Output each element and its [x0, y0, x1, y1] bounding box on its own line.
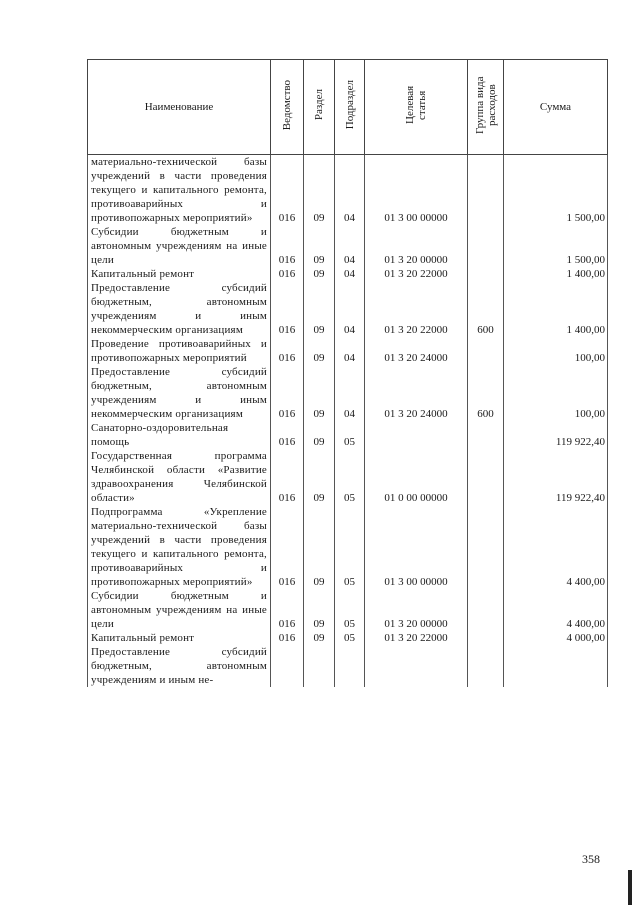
row-podrazdel: 05 [335, 589, 365, 631]
row-summa: 1 500,00 [504, 155, 608, 226]
row-vedomstvo: 016 [271, 589, 304, 631]
row-podrazdel: 05 [335, 449, 365, 505]
budget-table [87, 59, 608, 687]
row-celevaya: 01 3 20 24000 [365, 337, 468, 365]
row-gruppa [468, 225, 504, 267]
table-row [88, 281, 608, 337]
row-podrazdel: 05 [335, 505, 365, 589]
row-vedomstvo [271, 645, 304, 687]
row-vedomstvo: 016 [271, 155, 304, 226]
row-podrazdel: 05 [335, 421, 365, 449]
row-gruppa [468, 645, 504, 687]
budget-table-wrapper [87, 59, 607, 687]
page-edge-mark [628, 870, 632, 905]
row-summa: 100,00 [504, 365, 608, 421]
row-name: Государственная программа Челябинской области «Развитие здравоохранения Челябинской области» [88, 449, 271, 505]
row-gruppa [468, 449, 504, 505]
row-razdel: 09 [304, 505, 335, 589]
row-summa: 100,00 [504, 337, 608, 365]
row-name: Проведение противоаварийных и противопожарных мероприятий [88, 337, 271, 365]
table-row [88, 505, 608, 589]
row-name: Капитальный ремонт [88, 631, 271, 645]
row-podrazdel [335, 645, 365, 687]
row-vedomstvo: 016 [271, 267, 304, 281]
header-name: Наименование [88, 60, 271, 155]
row-name: материально-технической базы учреждений в части проведения текущего и капитального ремонта, противоаварийных и противопожарных мероприятий» [88, 155, 271, 226]
row-celevaya: 01 3 20 24000 [365, 365, 468, 421]
header-vedomstvo-label: Ведомство [281, 79, 293, 131]
row-name: Капитальный ремонт [88, 267, 271, 281]
table-row [88, 449, 608, 505]
row-name: Предоставление субсидий бюджетным, автономным учреждениям и иным не- [88, 645, 271, 687]
header-gruppa-label: Группа вида расходов [473, 76, 498, 134]
table-row [88, 267, 608, 281]
row-celevaya [365, 421, 468, 449]
row-name: Подпрограмма «Укрепление материально-технической базы учреждений в части проведения текущего и капитального ремонта, противоаварийных и противопожарных мероприятий» [88, 505, 271, 589]
row-razdel: 09 [304, 449, 335, 505]
row-summa: 1 400,00 [504, 281, 608, 337]
row-summa: 4 400,00 [504, 589, 608, 631]
header-razdel [304, 60, 335, 155]
row-celevaya: 01 0 00 00000 [365, 449, 468, 505]
table-row [88, 225, 608, 267]
row-vedomstvo: 016 [271, 337, 304, 365]
header-razdel-label: Раздел [313, 89, 325, 121]
table-row [88, 337, 608, 365]
row-vedomstvo: 016 [271, 365, 304, 421]
row-gruppa [468, 267, 504, 281]
row-podrazdel: 05 [335, 631, 365, 645]
row-summa: 119 922,40 [504, 449, 608, 505]
header-gruppa [468, 60, 504, 155]
table-row [88, 589, 608, 631]
row-podrazdel: 04 [335, 337, 365, 365]
row-summa: 4 400,00 [504, 505, 608, 589]
row-gruppa: 600 [468, 365, 504, 421]
row-name: Субсидии бюджетным и автономным учреждениям на иные цели [88, 589, 271, 631]
table-row [88, 155, 608, 226]
row-celevaya: 01 3 00 00000 [365, 155, 468, 226]
row-podrazdel: 04 [335, 155, 365, 226]
row-celevaya: 01 3 20 22000 [365, 267, 468, 281]
row-gruppa [468, 155, 504, 226]
row-celevaya: 01 3 20 00000 [365, 225, 468, 267]
row-summa: 1 500,00 [504, 225, 608, 267]
row-vedomstvo: 016 [271, 421, 304, 449]
table-row [88, 365, 608, 421]
row-razdel: 09 [304, 589, 335, 631]
row-gruppa [468, 589, 504, 631]
row-celevaya: 01 3 20 00000 [365, 589, 468, 631]
row-razdel: 09 [304, 155, 335, 226]
row-gruppa [468, 505, 504, 589]
row-razdel: 09 [304, 631, 335, 645]
row-celevaya [365, 645, 468, 687]
row-razdel [304, 645, 335, 687]
header-celevaya-label: Целевая статья [404, 85, 428, 125]
row-gruppa [468, 337, 504, 365]
row-podrazdel: 04 [335, 281, 365, 337]
table-header-row [88, 60, 608, 155]
header-celevaya [365, 60, 468, 155]
row-vedomstvo: 016 [271, 225, 304, 267]
row-podrazdel: 04 [335, 225, 365, 267]
row-gruppa: 600 [468, 281, 504, 337]
table-row [88, 645, 608, 687]
row-razdel: 09 [304, 365, 335, 421]
row-razdel: 09 [304, 421, 335, 449]
row-summa: 4 000,00 [504, 631, 608, 645]
row-vedomstvo: 016 [271, 449, 304, 505]
header-vedomstvo [271, 60, 304, 155]
row-podrazdel: 04 [335, 267, 365, 281]
row-summa [504, 645, 608, 687]
table-row [88, 631, 608, 645]
header-podrazdel [335, 60, 365, 155]
row-summa: 119 922,40 [504, 421, 608, 449]
row-podrazdel: 04 [335, 365, 365, 421]
row-name: Предоставление субсидий бюджетным, автономным учреждениям и иным некоммерческим организациям [88, 365, 271, 421]
row-razdel: 09 [304, 225, 335, 267]
row-vedomstvo: 016 [271, 281, 304, 337]
row-summa: 1 400,00 [504, 267, 608, 281]
row-razdel: 09 [304, 267, 335, 281]
row-name: Санаторно-оздоровительная помощь [88, 421, 271, 449]
row-celevaya: 01 3 00 00000 [365, 505, 468, 589]
header-podrazdel-label: Подраздел [343, 80, 356, 130]
row-celevaya: 01 3 20 22000 [365, 631, 468, 645]
table-row [88, 421, 608, 449]
row-razdel: 09 [304, 281, 335, 337]
row-gruppa [468, 421, 504, 449]
row-name: Субсидии бюджетным и автономным учреждениям на иные цели [88, 225, 271, 267]
table-body [88, 155, 608, 688]
row-vedomstvo: 016 [271, 631, 304, 645]
row-razdel: 09 [304, 337, 335, 365]
row-gruppa [468, 631, 504, 645]
row-celevaya: 01 3 20 22000 [365, 281, 468, 337]
row-vedomstvo: 016 [271, 505, 304, 589]
page-number: 358 [582, 852, 600, 866]
header-summa: Сумма [504, 60, 608, 155]
row-name: Предоставление субсидий бюджетным, автономным учреждениям и иным некоммерческим организациям [88, 281, 271, 337]
